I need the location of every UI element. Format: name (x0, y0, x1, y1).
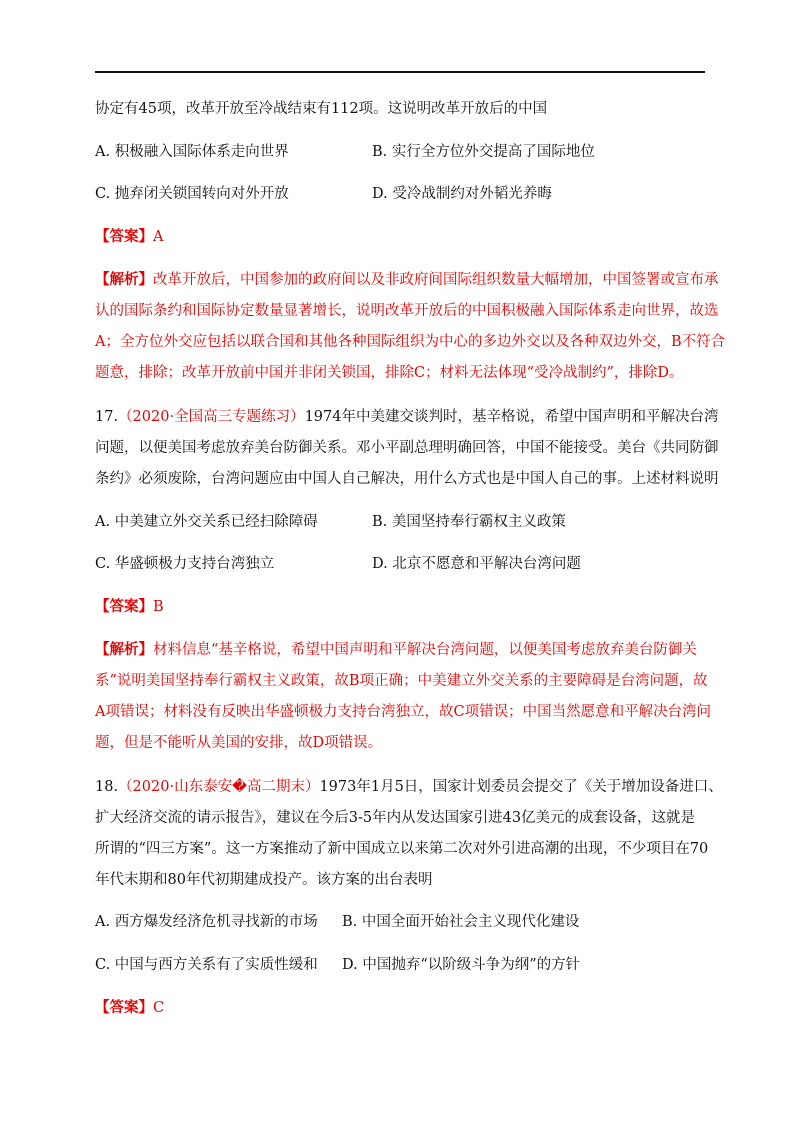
q17-answer (95, 597, 164, 617)
q18-stem-line-1: 18.（2020·山东泰安�高二期末）1973年1月5日，国家计划委员会提交了《关于增加设备进口、 (95, 779, 723, 795)
answer-value: C (153, 1000, 165, 1016)
q17-analysis-line-3: A项错误；材料没有反映出华盛顿极力支持台湾独立，故C项错误；中国当然愿意和平解决台湾问 (95, 704, 712, 720)
q18-option-b: B. 中国全面开始社会主义现代化建设 (342, 914, 580, 930)
q16-option-b: B. 实行全方位外交提高了国际地位 (372, 144, 595, 160)
q17-stem-line-1: 17.（2020·全国高三专题练习）1974年中美建交谈判时，基辛格说，希望中国声明和平解决台湾 (95, 409, 719, 425)
analysis-label: 【解析】 (95, 271, 153, 288)
q17-option-c: C. 华盛顿极力支持台湾独立 (95, 556, 275, 572)
q16-option-d: D. 受冷战制约对外韬光养晦 (372, 186, 552, 202)
q18-option-a: A. 西方爆发经济危机寻找新的市场 (95, 914, 318, 930)
answer-value: B (153, 599, 164, 615)
q18-stem-line-2: 扩大经济交流的请示报告》，建议在今后3-5年内从发达国家引进43亿美元的成套设备，这就是 (95, 810, 696, 826)
q17-stem-line-2: 问题，以便美国考虑放弃美台防御关系。邓小平副总理明确回答，中国不能接受。美台《共同防御 (95, 440, 719, 456)
q17-analysis-line-4: 题，但是不能听从美国的安排，故D项错误。 (95, 735, 383, 751)
q17-option-b: B. 美国坚持奉行霸权主义政策 (372, 514, 566, 530)
q18-option-d: D. 中国抛弃“以阶级斗争为纲”的方针 (342, 957, 581, 973)
q18-option-c: C. 中国与西方关系有了实质性缓和 (95, 957, 318, 973)
question-number: 18. (95, 779, 119, 795)
answer-label: 【答案】 (95, 228, 153, 245)
q18-answer (95, 998, 164, 1018)
q16-option-c: C. 抛弃闭关锁国转向对外开放 (95, 186, 289, 202)
header-rule (95, 71, 705, 73)
q16-answer (95, 227, 163, 247)
q18-stem-line-4: 年代末期和80年代初期建成投产。该方案的出台表明 (95, 872, 433, 888)
question-source: （2020·全国高三专题练习） (118, 409, 305, 425)
q16-analysis-line-3: A；全方位外交应包括以联合国和其他各种国际组织为中心的多边外交以及各种双边外交，B不符合 (95, 334, 726, 350)
q17-option-d: D. 北京不愿意和平解决台湾问题 (372, 556, 581, 572)
question-source: （2020·山东泰安�高二期末） (118, 779, 320, 795)
q18-stem-line-3: 所谓的“四三方案”。这一方案推动了新中国成立以来第二次对外引进高潮的出现，不少项目在70 (95, 841, 709, 857)
q16-stem-tail: 协定有45项，改革开放至冷战结束有112项。这说明改革开放后的中国 (95, 101, 548, 117)
q17-analysis-line-2: 系”说明美国坚持奉行霸权主义政策，故B项正确；中美建立外交关系的主要障碍是台湾问题，故 (95, 673, 708, 689)
q16-analysis-line-2: 认的国际条约和国际协定数量显著增长，说明改革开放后的中国积极融入国际体系走向世界，故选 (95, 303, 719, 319)
answer-label: 【答案】 (95, 999, 153, 1016)
q17-option-a: A. 中美建立外交关系已经扫除障碍 (95, 514, 318, 530)
question-number: 17. (95, 409, 119, 425)
answer-value: A (153, 229, 164, 245)
q17-analysis-line-1: 【解析】材料信息“基辛格说，希望中国声明和平解决台湾问题，以便美国考虑放弃美台防御关 (95, 641, 697, 658)
answer-label: 【答案】 (95, 598, 153, 615)
q16-analysis-line-4: 题意，排除；改革开放前中国并非闭关锁国，排除C；材料无法体现“受冷战制约”，排除D。 (95, 365, 684, 381)
q16-analysis-line-1: 【解析】改革开放后，中国参加的政府间以及非政府间国际组织数量大幅增加，中国签署或宣布承 (95, 271, 719, 288)
q16-option-a: A. 积极融入国际体系走向世界 (95, 144, 289, 160)
q17-stem-line-3: 条约》必须废除，台湾问题应由中国人自己解决，用什么方式也是中国人自己的事。上述材料说明 (95, 471, 719, 487)
analysis-label: 【解析】 (95, 641, 153, 658)
